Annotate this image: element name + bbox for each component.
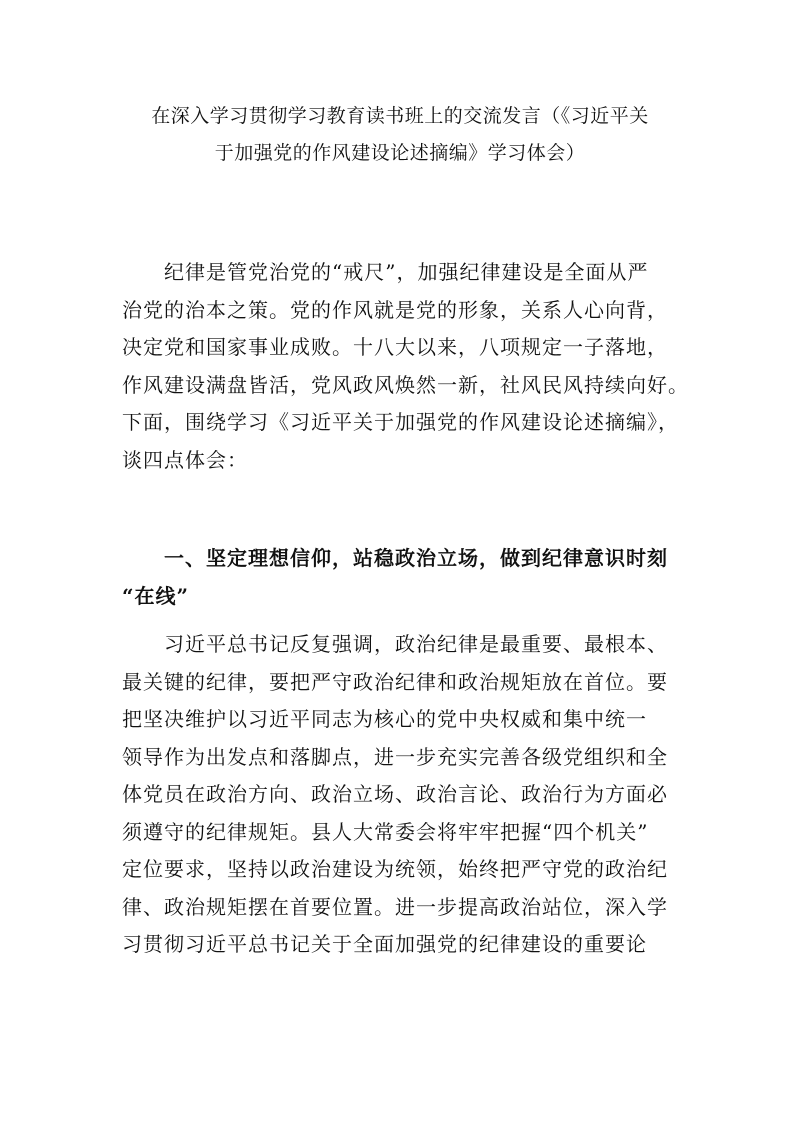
document-title [100,98,700,172]
intro-line: 治党的治本之策。党的作风就是党的形象，关系人心向背， [122,297,668,322]
intro-line: 纪律是管党治党的“戒尺”，加强纪律建设是全面从严 [122,260,649,284]
intro-paragraph [122,254,689,479]
section-line: 定位要求，坚持以政治建设为统领，始终把严守党的政治纪 [122,857,668,881]
intro-line: 下面，围绕学习《习近平关于加强党的作风建设论述摘编》， [122,410,679,434]
intro-line: 决定党和国家事业成败。十八大以来，八项规定一子落地， [122,335,668,359]
section-line: 把坚决维护以习近平同志为核心的党中央权威和集中统一 [122,707,647,731]
section-line: 习近平总书记反复强调，政治纪律是最重要、最根本、 [122,632,668,656]
section-line: 最关键的纪律，要把严守政治纪律和政治规矩放在首位。要 [122,669,668,694]
section-line: 领导作为出发点和落脚点，进一步充实完善各级党组织和全 [122,744,668,769]
title-line: 于加强党的作风建设论述摘编》学习体会） [214,142,586,164]
section-line: 体党员在政治方向、政治立场、政治言论、政治行为方面必 [122,782,668,806]
title-line: 在深入学习贯彻学习教育读书班上的交流发言（《习近平关 [151,105,649,127]
intro-line: 谈四点体会： [122,447,248,472]
section-line: 习贯彻习近平总书记关于全面加强党的纪律建设的重要论 [122,932,647,956]
heading-line: “在线” [122,583,190,608]
section-heading [122,540,682,615]
section-line: 律、政治规矩摆在首要位置。进一步提高政治站位，深入学 [122,894,668,919]
section-paragraph [122,626,682,964]
section-line: 须遵守的纪律规矩。县人大常委会将牢牢把握“四个机关” [122,819,649,844]
heading-line: 一、坚定理想信仰，站稳政治立场，做到纪律意识时刻 [122,546,668,570]
intro-line: 作风建设满盘皆活，党风政风焕然一新，社风民风持续向好。 [122,372,689,397]
